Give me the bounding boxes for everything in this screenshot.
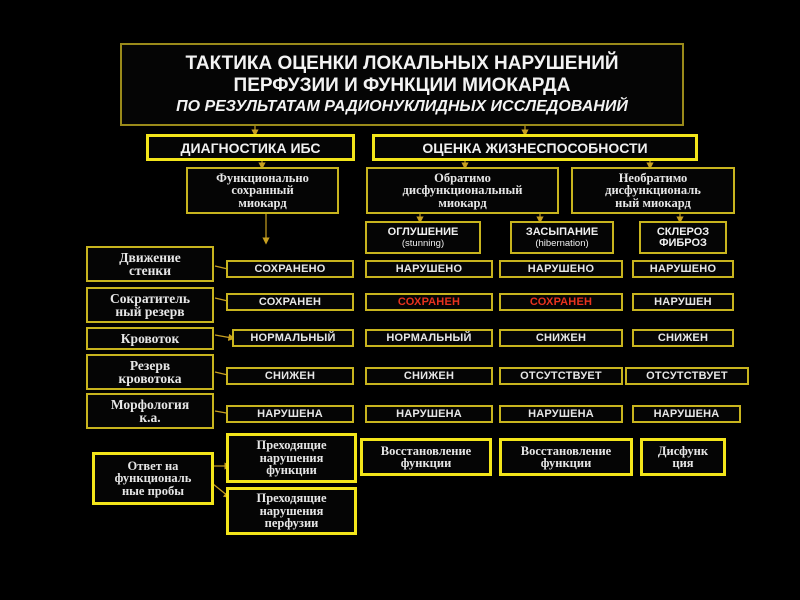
cell-value: СОХРАНЕН	[397, 295, 461, 308]
row-label-contractile-reserve	[86, 287, 214, 323]
cell-flow-reserve-hibernation	[499, 367, 623, 385]
row-label-contractile-reserve-line-2: ный резерв	[115, 304, 185, 319]
viability-header	[372, 134, 698, 161]
recovery-stunning-line-2: функции	[400, 456, 452, 470]
cell-value: НАРУШЕНА	[396, 407, 462, 420]
cell-value: НАРУШЕН	[654, 295, 712, 308]
category-functional	[186, 167, 339, 214]
recovery-hibernation-line-2: функции	[540, 456, 592, 470]
cell-value: СНИЖЕН	[657, 331, 709, 344]
category-irreversible-line-2: дисфункциональ	[605, 183, 701, 198]
cell-value: НАРУШЕНО	[395, 262, 463, 275]
title-line-1: ТАКТИКА ОЦЕНКИ ЛОКАЛЬНЫХ НАРУШЕНИЙ	[185, 52, 619, 74]
transient-function-line-1: Преходящие	[256, 438, 327, 453]
subcategory-hibernation	[510, 221, 614, 254]
dysfunction-box	[640, 438, 726, 476]
category-reversible-line-3: миокард	[438, 195, 487, 210]
cell-value: СОХРАНЕН	[258, 295, 322, 308]
functional-tests-line-1: Ответ на	[127, 458, 179, 473]
row-label-wall-motion-line-2: стенки	[129, 263, 171, 278]
cell-value: НАРУШЕНО	[527, 262, 595, 275]
row-label-flow-reserve-line-1: Резерв	[129, 357, 171, 373]
recovery-hibernation-line-1: Восстановление	[520, 443, 612, 458]
transient-perfusion-line-3: перфузии	[264, 516, 319, 531]
cell-contractile-sclerosis	[632, 293, 734, 311]
row-label-wall-motion-line-1: Движение	[119, 249, 181, 265]
cell-flow-reserve-sclerosis	[625, 367, 749, 385]
cell-value: СНИЖЕН	[535, 331, 587, 344]
cell-wall-motion-hibernation	[499, 260, 623, 278]
sclerosis-label: СКЛЕРОЗ	[656, 225, 710, 238]
cell-morphology-sclerosis	[632, 405, 741, 423]
row-label-wall-motion	[86, 246, 214, 282]
cell-wall-motion-sclerosis	[632, 260, 734, 278]
hibernation-label: ЗАСЫПАНИЕ	[525, 225, 599, 238]
hibernation-sublabel: (hibernation)	[535, 237, 589, 249]
row-label-contractile-reserve-line-1: Сократитель	[110, 290, 190, 306]
category-reversible	[366, 167, 559, 214]
cell-blood-flow-stunning	[365, 329, 493, 347]
main-title	[120, 43, 684, 126]
category-reversible-line-2: дисфункциональный	[402, 183, 523, 198]
row-label-blood-flow	[86, 327, 214, 350]
viability-header-label: ОЦЕНКА ЖИЗНЕСПОСОБНОСТИ	[422, 139, 648, 156]
cell-value: НОРМАЛЬНЫЙ	[386, 331, 472, 344]
row-label-morphology-line-1: Морфология	[110, 396, 190, 412]
cell-value: ОТСУТСТВУЕТ	[646, 369, 728, 382]
arrow-row3	[215, 335, 232, 338]
subcategory-stunning	[365, 221, 481, 254]
cell-blood-flow-hibernation	[499, 329, 623, 347]
cell-value: НАРУШЕНА	[257, 407, 323, 420]
dysfunction-line-2: ция	[672, 456, 694, 470]
cell-flow-reserve-stunning	[365, 367, 493, 385]
transient-perfusion-box	[226, 487, 357, 535]
row-label-morphology-line-2: к.а.	[139, 410, 161, 425]
transient-perfusion-line-1: Преходящие	[256, 491, 327, 506]
cell-flow-reserve-functional	[226, 367, 354, 385]
cell-value: НАРУШЕНА	[653, 407, 720, 420]
category-reversible-line-1: Обратимо	[434, 170, 491, 185]
title-line-3: ПО РЕЗУЛЬТАТАМ РАДИОНУКЛИДНЫХ ИССЛЕДОВАНИЙ	[176, 97, 628, 115]
cell-contractile-stunning	[365, 293, 493, 311]
stunning-sublabel: (stunning)	[401, 237, 445, 249]
row-label-flow-reserve-line-2: кровотока	[118, 371, 182, 386]
cell-morphology-stunning	[365, 405, 493, 423]
category-irreversible-line-3: ный миокард	[615, 195, 691, 210]
cell-value: НАРУШЕНА	[528, 407, 594, 420]
cell-contractile-hibernation	[499, 293, 623, 311]
cell-value: СОХРАНЕНО	[254, 262, 326, 275]
category-irreversible	[571, 167, 735, 214]
diagnostics-header-label: ДИАГНОСТИКА ИБС	[180, 139, 321, 156]
transient-perfusion-line-2: нарушения	[259, 503, 324, 518]
cell-blood-flow-sclerosis	[632, 329, 734, 347]
cell-value: СНИЖЕН	[403, 369, 455, 382]
stunning-label: ОГЛУШЕНИЕ	[387, 225, 459, 238]
transient-function-box	[226, 433, 357, 483]
dysfunction-line-1: Дисфунк	[657, 443, 709, 458]
category-irreversible-line-1: Необратимо	[618, 170, 688, 185]
row-label-blood-flow-line-1: Кровоток	[120, 330, 180, 346]
cell-value: НАРУШЕНО	[649, 262, 717, 275]
cell-morphology-functional	[226, 405, 354, 423]
cell-value: НОРМАЛЬНЫЙ	[250, 331, 336, 344]
cell-contractile-functional	[226, 293, 354, 311]
row-label-morphology	[86, 393, 214, 429]
title-line-2: ПЕРФУЗИИ И ФУНКЦИИ МИОКАРДА	[233, 74, 571, 96]
cell-wall-motion-stunning	[365, 260, 493, 278]
cell-wall-motion-functional	[226, 260, 354, 278]
category-functional-line-2: сохранный	[231, 183, 294, 198]
row-label-flow-reserve	[86, 354, 214, 390]
sclerosis-sublabel: ФИБРОЗ	[659, 236, 707, 249]
cell-value: ОТСУТСТВУЕТ	[520, 369, 602, 382]
diagnostics-header	[146, 134, 355, 161]
transient-function-line-2: нарушения	[259, 450, 324, 465]
functional-tests-line-3: ные пробы	[121, 483, 185, 498]
recovery-stunning-line-1: Восстановление	[380, 443, 472, 458]
cell-value: СОХРАНЕН	[529, 295, 593, 308]
cell-blood-flow-functional	[232, 329, 354, 347]
cell-morphology-hibernation	[499, 405, 623, 423]
cell-value: СНИЖЕН	[264, 369, 316, 382]
category-functional-line-1: Функционально	[216, 170, 309, 185]
functional-tests-line-2: функциональ	[114, 471, 192, 486]
category-functional-line-3: миокард	[238, 195, 287, 210]
subcategory-sclerosis	[639, 221, 727, 254]
transient-function-line-3: функции	[266, 463, 317, 478]
recovery-hibernation-box	[499, 438, 633, 476]
functional-tests-label	[92, 452, 214, 505]
recovery-stunning-box	[360, 438, 492, 476]
